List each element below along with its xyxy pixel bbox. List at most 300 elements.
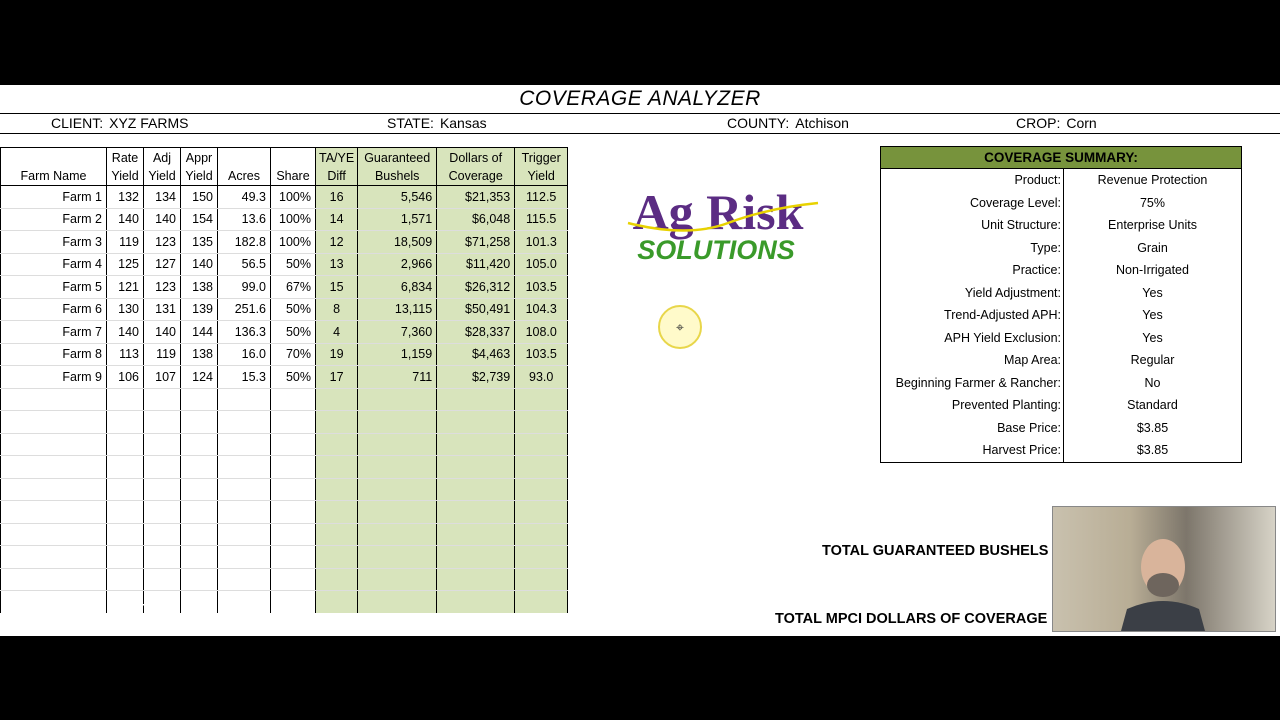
table-cell[interactable] (181, 411, 218, 434)
table-cell[interactable]: 1,159 (358, 343, 437, 366)
table-cell[interactable]: $26,312 (437, 276, 515, 299)
table-cell[interactable]: 99.0 (218, 276, 271, 299)
table-cell[interactable] (181, 501, 218, 524)
table-cell[interactable] (1, 411, 107, 434)
table-cell[interactable] (107, 433, 144, 456)
table-cell[interactable]: 132 (107, 186, 144, 209)
empty-row (1, 478, 568, 501)
summary-row (881, 282, 1241, 305)
total-mpci-dollars-label: TOTAL MPCI DOLLARS OF COVERAGE (775, 611, 1048, 627)
table-cell[interactable] (1, 433, 107, 456)
table-cell[interactable]: 2,966 (358, 253, 437, 276)
column-header (316, 148, 358, 186)
table-cell[interactable]: 121 (107, 276, 144, 299)
table-cell[interactable] (271, 546, 316, 569)
table-cell[interactable] (107, 568, 144, 591)
summary-label: Base Price: (881, 417, 1064, 440)
table-cell[interactable]: Farm 8 (1, 343, 107, 366)
table-cell[interactable]: Farm 6 (1, 298, 107, 321)
column-header (271, 148, 316, 186)
table-cell[interactable] (515, 388, 568, 411)
table-cell[interactable] (515, 478, 568, 501)
table-cell[interactable]: 154 (181, 208, 218, 231)
table-cell[interactable]: 50% (271, 298, 316, 321)
table-cell[interactable]: 12 (316, 231, 358, 254)
watermark-line2: SCREENCAST (10, 601, 105, 616)
table-cell[interactable]: Farm 2 (1, 208, 107, 231)
table-cell[interactable] (271, 501, 316, 524)
table-cell[interactable]: 16 (316, 186, 358, 209)
table-cell[interactable]: 112.5 (515, 186, 568, 209)
summary-label: Yield Adjustment: (881, 282, 1064, 305)
table-cell[interactable] (358, 411, 437, 434)
table-cell[interactable]: 50% (271, 366, 316, 389)
table-cell[interactable]: 103.5 (515, 276, 568, 299)
divider (0, 133, 1280, 134)
table-cell[interactable] (1, 478, 107, 501)
table-cell[interactable] (181, 523, 218, 546)
table-cell[interactable] (358, 388, 437, 411)
table-row (1, 298, 568, 321)
empty-row (1, 568, 568, 591)
table-cell[interactable]: 131 (144, 298, 181, 321)
table-cell[interactable]: 106 (107, 366, 144, 389)
summary-value[interactable]: 75% (1139, 195, 1166, 210)
table-cell[interactable] (218, 546, 271, 569)
table-cell[interactable] (358, 456, 437, 479)
table-cell[interactable] (271, 433, 316, 456)
table-cell[interactable] (515, 568, 568, 591)
table-cell[interactable] (218, 501, 271, 524)
table-cell[interactable]: 100% (271, 208, 316, 231)
table-cell[interactable] (515, 546, 568, 569)
table-cell[interactable]: $6,048 (437, 208, 515, 231)
table-cell[interactable]: 14 (316, 208, 358, 231)
column-header-line1: Appr (185, 151, 213, 165)
table-cell[interactable] (144, 478, 181, 501)
column-header-line2: Share (276, 169, 310, 183)
table-cell[interactable] (437, 433, 515, 456)
table-cell[interactable]: 50% (271, 321, 316, 344)
coverage-summary-panel (880, 146, 1242, 463)
client-value: XYZ FARMS (109, 115, 189, 131)
summary-row (881, 169, 1241, 192)
table-cell[interactable]: Farm 4 (1, 253, 107, 276)
table-cell[interactable]: 107 (144, 366, 181, 389)
column-header (181, 148, 218, 186)
table-cell[interactable]: 138 (181, 276, 218, 299)
column-header-line1: Rate (111, 151, 139, 165)
table-cell[interactable] (1, 501, 107, 524)
table-row (1, 253, 568, 276)
table-cell[interactable]: 124 (181, 366, 218, 389)
page-title: COVERAGE ANALYZER (519, 87, 761, 110)
table-cell[interactable] (181, 456, 218, 479)
table-cell[interactable] (218, 411, 271, 434)
crop-field (1016, 115, 1097, 131)
client-label: CLIENT: (51, 115, 104, 131)
column-header-line1: Trigger (521, 151, 561, 165)
table-cell[interactable] (181, 433, 218, 456)
column-header (1, 148, 107, 186)
table-cell[interactable] (1, 568, 107, 591)
summary-label: Beginning Farmer & Rancher: (881, 372, 1064, 395)
table-cell[interactable] (107, 456, 144, 479)
table-cell[interactable]: 56.5 (218, 253, 271, 276)
column-header-line2: Yield (111, 169, 139, 183)
table-cell[interactable]: Farm 7 (1, 321, 107, 344)
summary-value[interactable]: Enterprise Units (1108, 218, 1197, 232)
table-cell[interactable]: 1,571 (358, 208, 437, 231)
summary-label: Coverage Level: (881, 192, 1064, 215)
column-header (144, 148, 181, 186)
table-cell[interactable] (515, 433, 568, 456)
table-cell[interactable] (181, 568, 218, 591)
table-cell[interactable]: 101.3 (515, 231, 568, 254)
state-field (387, 115, 487, 131)
table-cell[interactable]: 16.0 (218, 343, 271, 366)
ag-risk-solutions-logo (608, 183, 828, 263)
table-cell[interactable]: 140 (107, 321, 144, 344)
table-cell[interactable]: $50,491 (437, 298, 515, 321)
column-header-line2: Farm Name (20, 169, 87, 183)
column-header-line1: TA/YE (319, 151, 355, 165)
column-header-line2: Yield (185, 169, 213, 183)
table-cell[interactable]: 115.5 (515, 208, 568, 231)
table-cell[interactable] (515, 523, 568, 546)
empty-row (1, 411, 568, 434)
table-cell[interactable] (107, 546, 144, 569)
summary-value[interactable]: Revenue Protection (1097, 173, 1208, 187)
table-cell[interactable]: 13 (316, 253, 358, 276)
table-cell[interactable] (316, 411, 358, 434)
table-cell[interactable]: $2,739 (437, 366, 515, 389)
table-cell[interactable]: 182.8 (218, 231, 271, 254)
table-cell[interactable]: 138 (181, 343, 218, 366)
table-cell[interactable]: 13.6 (218, 208, 271, 231)
table-cell[interactable]: 150 (181, 186, 218, 209)
table-cell[interactable]: 711 (358, 366, 437, 389)
summary-value[interactable]: Grain (1137, 240, 1168, 255)
table-cell[interactable]: 127 (144, 253, 181, 276)
table-cell[interactable]: 5,546 (358, 186, 437, 209)
table-cell[interactable] (316, 433, 358, 456)
table-cell[interactable] (271, 388, 316, 411)
table-cell[interactable] (437, 411, 515, 434)
table-cell[interactable]: 67% (271, 276, 316, 299)
table-cell[interactable]: 50% (271, 253, 316, 276)
table-cell[interactable] (107, 501, 144, 524)
summary-label: Trend-Adjusted APH: (881, 304, 1064, 327)
table-cell[interactable]: $11,420 (437, 253, 515, 276)
table-cell[interactable]: $71,258 (437, 231, 515, 254)
table-cell[interactable] (271, 478, 316, 501)
table-cell[interactable] (437, 568, 515, 591)
table-cell[interactable]: Farm 9 (1, 366, 107, 389)
table-cell[interactable] (271, 411, 316, 434)
watermark-line1: RECORDED WITH (10, 594, 79, 603)
table-cell[interactable] (181, 478, 218, 501)
empty-row (1, 523, 568, 546)
state-label: STATE: (387, 115, 434, 131)
summary-value[interactable]: Yes (1142, 330, 1163, 345)
table-row (1, 186, 568, 209)
table-cell[interactable] (144, 546, 181, 569)
table-cell[interactable] (437, 501, 515, 524)
summary-value[interactable]: Non-Irrigated (1116, 263, 1189, 277)
table-cell[interactable]: $28,337 (437, 321, 515, 344)
table-cell[interactable]: 135 (181, 231, 218, 254)
table-cell[interactable] (218, 523, 271, 546)
crosshair-icon: ⌖ (676, 319, 684, 335)
summary-row (881, 237, 1241, 260)
county-value: Atchison (795, 115, 849, 131)
table-cell[interactable]: Farm 5 (1, 276, 107, 299)
table-cell[interactable]: 140 (144, 321, 181, 344)
column-header-line2: Bushels (374, 169, 420, 183)
column-header (515, 148, 568, 186)
table-cell[interactable]: 93.0 (515, 366, 568, 389)
table-cell[interactable]: 18,509 (358, 231, 437, 254)
table-cell[interactable] (316, 456, 358, 479)
table-cell[interactable] (218, 568, 271, 591)
table-cell[interactable] (515, 501, 568, 524)
table-cell[interactable]: 134 (144, 186, 181, 209)
table-cell[interactable]: 140 (181, 253, 218, 276)
column-header-line2: Acres (228, 169, 260, 183)
watermark-line3: MATIC (121, 601, 164, 616)
column-header (107, 148, 144, 186)
table-cell[interactable] (271, 591, 316, 613)
summary-row (881, 439, 1241, 462)
table-cell[interactable]: 7,360 (358, 321, 437, 344)
table-cell[interactable] (181, 546, 218, 569)
table-cell[interactable] (218, 478, 271, 501)
summary-label: APH Yield Exclusion: (881, 327, 1064, 350)
svg-text:Ag Risk: Ag Risk (632, 184, 804, 240)
presenter-icon (1121, 527, 1205, 631)
table-cell[interactable]: 130 (107, 298, 144, 321)
table-cell[interactable] (218, 591, 271, 613)
column-header (437, 148, 515, 186)
table-cell[interactable]: 70% (271, 343, 316, 366)
table-cell[interactable] (358, 478, 437, 501)
table-cell[interactable]: $21,353 (437, 186, 515, 209)
table-cell[interactable]: $4,463 (437, 343, 515, 366)
table-cell[interactable] (144, 388, 181, 411)
table-cell[interactable] (107, 388, 144, 411)
table-cell[interactable] (107, 411, 144, 434)
farm-table (0, 147, 568, 616)
table-cell[interactable]: 104.3 (515, 298, 568, 321)
table-cell[interactable]: 100% (271, 231, 316, 254)
table-cell[interactable] (437, 523, 515, 546)
summary-value[interactable]: $3.85 (1136, 420, 1169, 435)
table-cell[interactable] (358, 501, 437, 524)
table-cell[interactable]: 144 (181, 321, 218, 344)
table-cell[interactable] (181, 591, 218, 613)
table-cell[interactable]: 105.0 (515, 253, 568, 276)
table-cell[interactable]: 136.3 (218, 321, 271, 344)
table-cell[interactable] (358, 523, 437, 546)
table-cell[interactable]: 15.3 (218, 366, 271, 389)
table-cell[interactable] (1, 523, 107, 546)
table-cell[interactable] (316, 388, 358, 411)
column-header-line1: Adj (152, 151, 172, 165)
summary-label: Type: (881, 237, 1064, 260)
column-header-line1: Guaranteed (364, 151, 431, 165)
empty-row (1, 433, 568, 456)
summary-title: COVERAGE SUMMARY: (881, 147, 1241, 169)
summary-label: Practice: (881, 259, 1064, 282)
crop-label: CROP: (1016, 115, 1061, 131)
table-cell[interactable] (437, 456, 515, 479)
table-cell[interactable] (437, 546, 515, 569)
table-cell[interactable]: Farm 3 (1, 231, 107, 254)
summary-label: Map Area: (881, 349, 1064, 372)
crop-value: Corn (1066, 115, 1097, 131)
county-label: COUNTY: (727, 115, 790, 131)
table-cell[interactable]: 119 (144, 343, 181, 366)
table-cell[interactable] (358, 546, 437, 569)
table-cell[interactable] (358, 591, 437, 613)
table-cell[interactable]: 123 (144, 276, 181, 299)
table-cell[interactable] (437, 478, 515, 501)
summary-row (881, 214, 1241, 237)
summary-label: Unit Structure: (881, 214, 1064, 237)
column-header-line2: Yield (148, 169, 176, 183)
table-cell[interactable] (515, 456, 568, 479)
table-cell[interactable] (144, 411, 181, 434)
summary-value[interactable]: Regular (1130, 353, 1175, 367)
table-cell[interactable] (437, 591, 515, 613)
table-cell[interactable]: 140 (107, 208, 144, 231)
table-cell[interactable]: 139 (181, 298, 218, 321)
table-header-row (1, 148, 568, 186)
table-cell[interactable] (271, 568, 316, 591)
empty-row (1, 388, 568, 411)
table-cell[interactable]: 119 (107, 231, 144, 254)
table-cell[interactable]: 123 (144, 231, 181, 254)
table-cell[interactable] (1, 388, 107, 411)
column-header-line2: Coverage (448, 169, 503, 183)
table-cell[interactable] (316, 546, 358, 569)
table-cell[interactable] (358, 568, 437, 591)
mouse-cursor-highlight (658, 305, 702, 349)
total-guaranteed-bushels-label: TOTAL GUARANTEED BUSHELS (822, 543, 1049, 559)
table-cell[interactable] (271, 523, 316, 546)
table-cell[interactable] (515, 411, 568, 434)
table-cell[interactable] (1, 546, 107, 569)
column-header-line2: Yield (527, 169, 555, 183)
table-cell[interactable] (107, 478, 144, 501)
table-cell[interactable] (144, 568, 181, 591)
table-row (1, 276, 568, 299)
summary-row (881, 304, 1241, 327)
summary-value[interactable]: $3.85 (1136, 443, 1169, 457)
table-cell[interactable] (218, 456, 271, 479)
table-cell[interactable]: 108.0 (515, 321, 568, 344)
table-cell[interactable]: 251.6 (218, 298, 271, 321)
table-cell[interactable]: 13,115 (358, 298, 437, 321)
table-cell[interactable] (107, 523, 144, 546)
webcam-overlay (1052, 506, 1276, 632)
table-cell[interactable]: 49.3 (218, 186, 271, 209)
table-cell[interactable] (218, 433, 271, 456)
table-row (1, 366, 568, 389)
screencast-watermark: RECORDED WITH SCREENCAST ● MATIC (10, 594, 164, 616)
state-value: Kansas (439, 115, 487, 131)
table-cell[interactable]: 4 (316, 321, 358, 344)
summary-value[interactable]: Standard (1127, 398, 1178, 412)
table-cell[interactable] (316, 501, 358, 524)
table-row (1, 208, 568, 231)
table-cell[interactable] (144, 433, 181, 456)
summary-row (881, 349, 1241, 372)
table-cell[interactable]: 15 (316, 276, 358, 299)
table-cell[interactable] (316, 568, 358, 591)
table-cell[interactable] (316, 478, 358, 501)
summary-row (881, 417, 1241, 440)
divider (0, 113, 1280, 114)
table-cell[interactable] (1, 456, 107, 479)
table-cell[interactable]: 100% (271, 186, 316, 209)
table-cell[interactable]: 8 (316, 298, 358, 321)
table-cell[interactable]: 103.5 (515, 343, 568, 366)
column-header-line1: Dollars of (449, 151, 503, 165)
summary-label: Harvest Price: (881, 439, 1064, 462)
table-cell[interactable] (144, 456, 181, 479)
table-cell[interactable] (316, 591, 358, 613)
empty-row (1, 501, 568, 524)
empty-row (1, 456, 568, 479)
table-cell[interactable]: 6,834 (358, 276, 437, 299)
summary-row (881, 192, 1241, 215)
summary-row (881, 259, 1241, 282)
table-cell[interactable] (358, 433, 437, 456)
table-cell[interactable] (437, 388, 515, 411)
summary-row (881, 372, 1241, 395)
column-header-line2: Diff (327, 169, 346, 183)
table-cell[interactable] (218, 388, 271, 411)
summary-value[interactable]: Yes (1142, 285, 1163, 300)
table-cell[interactable]: 125 (107, 253, 144, 276)
table-cell[interactable] (144, 501, 181, 524)
empty-row (1, 546, 568, 569)
summary-label: Prevented Planting: (881, 394, 1064, 417)
column-header (358, 148, 437, 186)
table-cell[interactable]: 17 (316, 366, 358, 389)
table-cell[interactable] (515, 591, 568, 613)
table-cell[interactable] (271, 456, 316, 479)
table-cell[interactable] (181, 388, 218, 411)
table-cell[interactable] (316, 523, 358, 546)
table-cell[interactable]: Farm 1 (1, 186, 107, 209)
summary-row (881, 327, 1241, 350)
summary-value[interactable]: No (1144, 375, 1161, 390)
table-cell[interactable]: 140 (144, 208, 181, 231)
table-cell[interactable]: 19 (316, 343, 358, 366)
table-row (1, 231, 568, 254)
table-cell[interactable] (144, 523, 181, 546)
column-header (218, 148, 271, 186)
table-cell[interactable]: 113 (107, 343, 144, 366)
summary-value[interactable]: Yes (1142, 308, 1163, 322)
summary-row (881, 394, 1241, 417)
table-row (1, 321, 568, 344)
county-field (727, 115, 849, 131)
client-field (51, 115, 188, 131)
